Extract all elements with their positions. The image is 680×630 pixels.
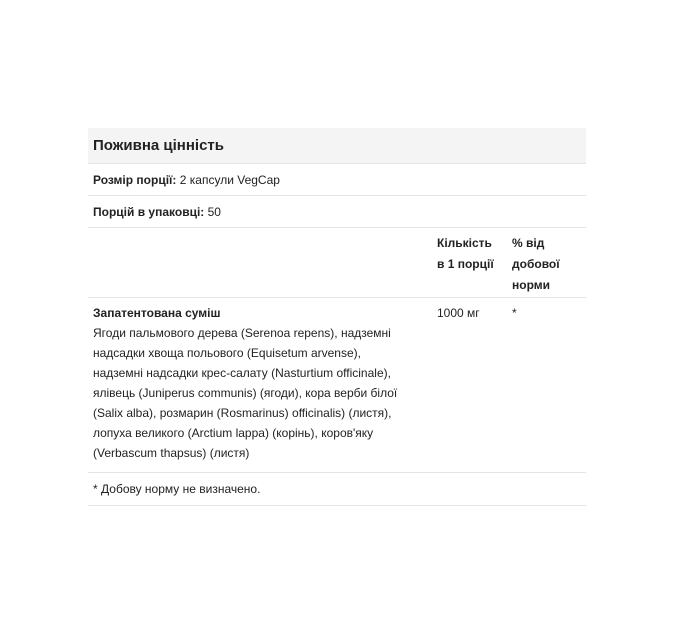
amount-header-line1: Кількість bbox=[437, 236, 492, 250]
serving-size-row bbox=[88, 164, 586, 196]
dv-header-line3: норми bbox=[512, 278, 551, 292]
supplement-facts-table bbox=[88, 128, 586, 506]
ingredient-description-line: лопуха великого (Arctium lappa) (корінь), коров'яку bbox=[93, 426, 374, 440]
dv-column-header bbox=[512, 233, 586, 297]
ingredient-name-cell bbox=[88, 303, 437, 472]
facts-title: Поживна цінність bbox=[88, 128, 586, 164]
name-column-header bbox=[88, 233, 437, 297]
serving-size-label: Розмір порції: bbox=[93, 172, 177, 187]
dv-header-line1: % від bbox=[512, 236, 545, 250]
ingredient-description-line: надземні надсадки крес-салату (Nasturtium officinale), bbox=[93, 366, 391, 380]
servings-per-container-row bbox=[88, 196, 586, 228]
servings-per-container-label: Порцій в упаковці: bbox=[93, 204, 205, 219]
servings-per-container-value: 50 bbox=[207, 204, 221, 219]
footnote: * Добову норму не визначено. bbox=[88, 473, 586, 506]
amount-header-line2: в 1 порції bbox=[437, 257, 494, 271]
ingredient-description-line: Ягоди пальмового дерева (Serenoa repens), надземні bbox=[93, 326, 391, 340]
ingredient-row bbox=[88, 298, 586, 473]
dv-header-line2: добової bbox=[512, 257, 560, 271]
amount-column-header bbox=[437, 233, 512, 297]
serving-size-value: 2 капсули VegCap bbox=[179, 172, 280, 187]
ingredient-daily-value: * bbox=[512, 306, 517, 320]
ingredient-amount: 1000 мг bbox=[437, 306, 480, 320]
ingredient-description-line: (Salix alba), розмарин (Rosmarinus) officinalis) (листя), bbox=[93, 406, 392, 420]
ingredient-name: Запатентована суміш bbox=[93, 306, 221, 320]
ingredient-description-line: ялівець (Juniperus communis) (ягоди), кора верби білої bbox=[93, 386, 398, 400]
ingredient-description-line: (Verbascum thapsus) (листя) bbox=[93, 446, 250, 460]
column-header-row bbox=[88, 228, 586, 298]
ingredient-description-line: надсадки хвоща польового (Equisetum arvense), bbox=[93, 346, 361, 360]
